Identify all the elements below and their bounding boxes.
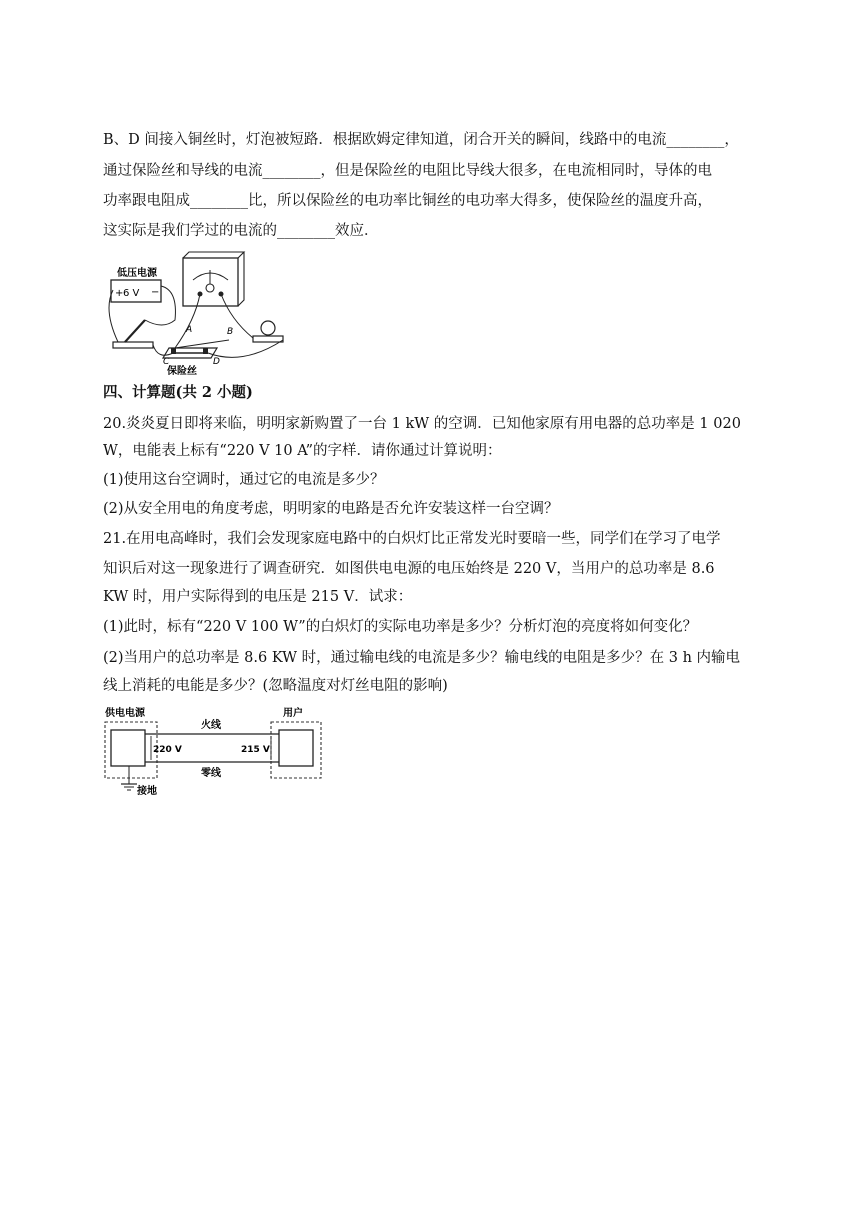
live-wire-label: 火线	[201, 720, 221, 731]
switch-lever	[125, 320, 145, 342]
source-label: 供电电源	[105, 708, 145, 719]
fuse-label: 保险丝	[167, 366, 197, 377]
q19-line-2: 通过保险丝和导线的电流________，但是保险丝的电阻比导线大很多，在电流相同时，导体的电	[103, 163, 712, 179]
q19-line-3: 功率跟电阻成________比，所以保险丝的电功率比铜丝的电功率大得多，使保险丝的温度升高，	[103, 193, 712, 209]
q20-part-1: (1)使用这台空调时，通过它的电流是多少？	[103, 472, 385, 488]
point-a-label: A	[186, 325, 193, 335]
power-minus-sign: −	[151, 287, 160, 298]
power-voltage-label: 6 V	[123, 288, 140, 299]
q20-line-1: 20.炎炎夏日即将来临，明明家新购置了一台 1 kW 的空调．已知他家原有用电器的总功率是 1 020	[103, 416, 741, 432]
q21-line-2: 知识后对这一现象进行了调查研究．如图供电电源的电压始终是 220 V，当用户的总功率是 8.6	[103, 561, 715, 577]
q19-line-1: B、D 间接入铜丝时，灯泡被短路．根据欧姆定律知道，闭合开关的瞬间，线路中的电流________，	[103, 132, 739, 148]
q19-line-4: 这实际是我们学过的电流的________效应．	[103, 223, 379, 239]
point-b-label: B	[227, 327, 234, 337]
q21-part-2-line-1: (2)当用户的总功率是 8.6 KW 时，通过输电线的电流是多少？输电线的电阻是多少？在 3 h 内输电	[103, 650, 741, 666]
q20-part-2: (2)从安全用电的角度考虑，明明家的电路是否允许安装这样一台空调？	[103, 501, 559, 517]
q21-line-1: 21.在用电高峰时，我们会发现家庭电路中的白炽灯比正常发光时要暗一些，同学们在学习了电学	[103, 531, 721, 547]
user-label: 用户	[283, 708, 303, 719]
point-c-label: C	[163, 357, 170, 367]
power-line-figure	[103, 704, 333, 796]
power-supply-label: 低压电源	[117, 268, 157, 279]
user-voltage-label: 215 V	[241, 745, 270, 755]
bulb-holder	[253, 336, 283, 342]
neutral-wire-label: 零线	[201, 768, 221, 779]
q20-line-2: W，电能表上标有“220 V 10 A”的字样．请你通过计算说明：	[103, 443, 502, 459]
bulb-icon	[261, 321, 275, 335]
switch-base	[113, 342, 153, 348]
q21-part-2-line-2: 线上消耗的电能是多少？(忽略温度对灯丝电阻的影响)	[103, 678, 448, 694]
q21-part-1: (1)此时，标有“220 V 100 W”的白炽灯的实际电功率是多少？分析灯泡的亮度将如何变化？	[103, 619, 698, 635]
fuse-circuit-figure	[103, 250, 293, 380]
section-heading: 四、计算题(共 2 小题)	[103, 384, 253, 401]
point-d-label: D	[213, 357, 220, 367]
source-box	[111, 730, 145, 766]
user-box	[279, 730, 313, 766]
q21-line-3: KW 时，用户实际得到的电压是 215 V．试求：	[103, 589, 413, 605]
ground-label: 接地	[137, 786, 157, 796]
power-plus-sign: +	[115, 288, 124, 299]
source-voltage-label: 220 V	[153, 745, 182, 755]
